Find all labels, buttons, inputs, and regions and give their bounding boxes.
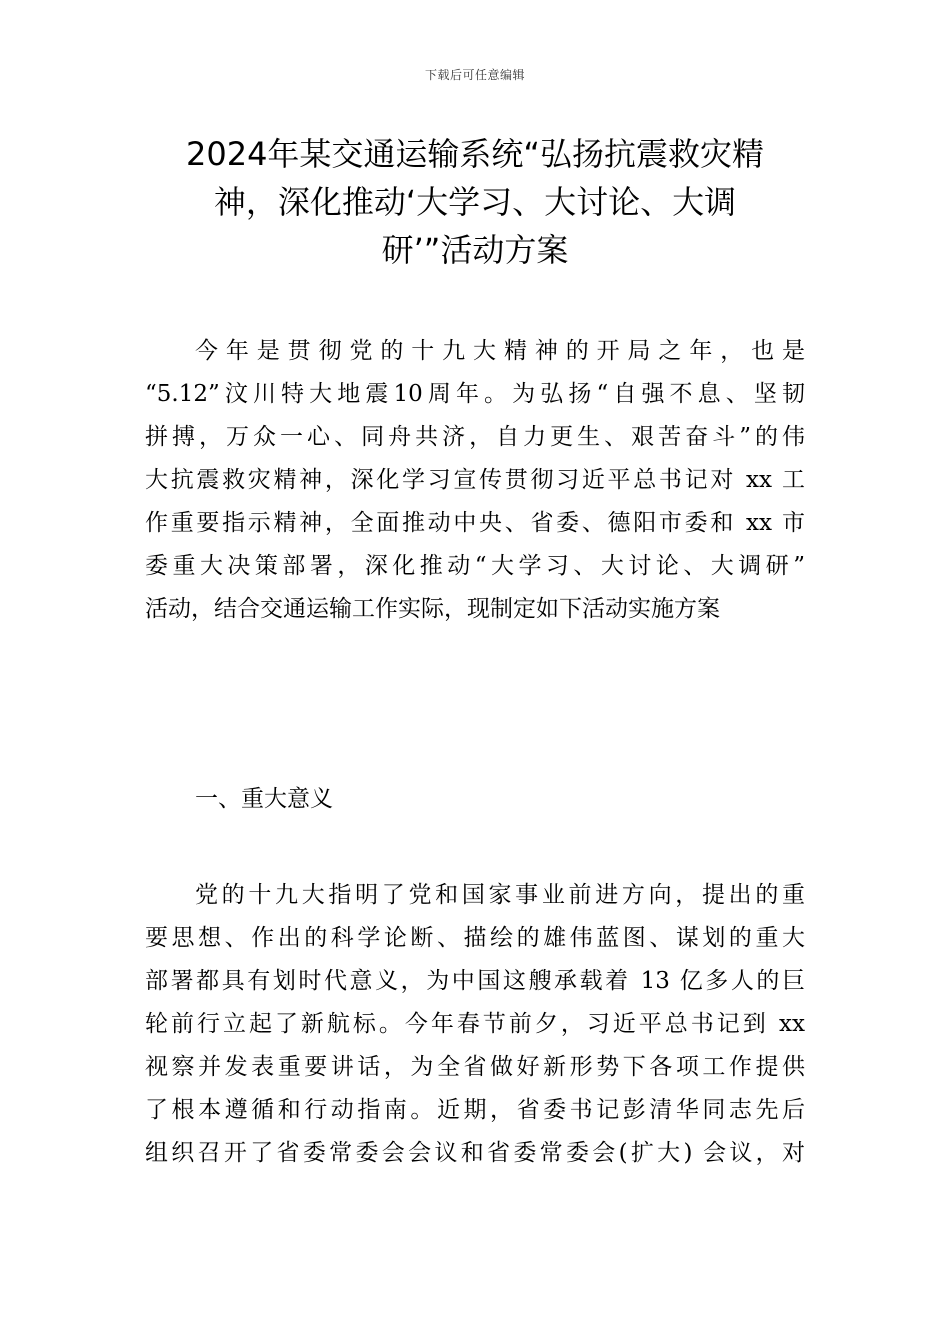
paragraph-intro bbox=[145, 330, 805, 631]
title-line: 神，深化推动‘大学习、大讨论、大调 bbox=[213, 183, 737, 221]
header-note: 下载后可任意编辑 bbox=[424, 68, 525, 82]
paragraph-significance bbox=[145, 874, 805, 1175]
paragraph-line: 视察并发表重要讲话，为全省做好新形势下各项工作提供 bbox=[145, 1054, 805, 1080]
document-title bbox=[140, 130, 810, 274]
title-line: 2024年某交通运输系统“弘扬抗震救灾精 bbox=[185, 135, 765, 173]
paragraph-line: 部署都具有划时代意义，为中国这艘承载着 13 亿多人的巨 bbox=[145, 968, 805, 994]
paragraph-line: 拼搏，万众一心、同舟共济，自力更生、艰苦奋斗”的伟 bbox=[145, 424, 805, 450]
paragraph-line: 大抗震救灾精神，深化学习宣传贯彻习近平总书记对 xx 工 bbox=[145, 467, 805, 493]
paragraph-line: 组织召开了省委常委会会议和省委常委会(扩大) 会议，对 bbox=[145, 1140, 805, 1166]
paragraph-line: 了根本遵循和行动指南。近期，省委书记彭清华同志先后 bbox=[145, 1097, 805, 1123]
title-line: 研’”活动方案 bbox=[381, 231, 569, 269]
paragraph-line: 委重大决策部署，深化推动“大学习、大讨论、大调研” bbox=[145, 553, 805, 579]
section-heading: 一、重大意义 bbox=[195, 786, 333, 812]
paragraph-line: 轮前行立起了新航标。今年春节前夕，习近平总书记到 xx bbox=[145, 1011, 805, 1037]
paragraph-line: 活动，结合交通运输工作实际，现制定如下活动实施方案 bbox=[145, 596, 720, 622]
paragraph-line: 作重要指示精神，全面推动中央、省委、德阳市委和 xx 市 bbox=[145, 510, 805, 536]
paragraph-line: “5.12”汶川特大地震10周年。为弘扬“自强不息、坚韧 bbox=[145, 381, 805, 407]
paragraph-line: 要思想、作出的科学论断、描绘的雄伟蓝图、谋划的重大 bbox=[145, 925, 805, 951]
paragraph-line: 今年是贯彻党的十九大精神的开局之年，也是 bbox=[195, 338, 805, 364]
paragraph-line: 党的十九大指明了党和国家事业前进方向，提出的重 bbox=[195, 882, 805, 908]
